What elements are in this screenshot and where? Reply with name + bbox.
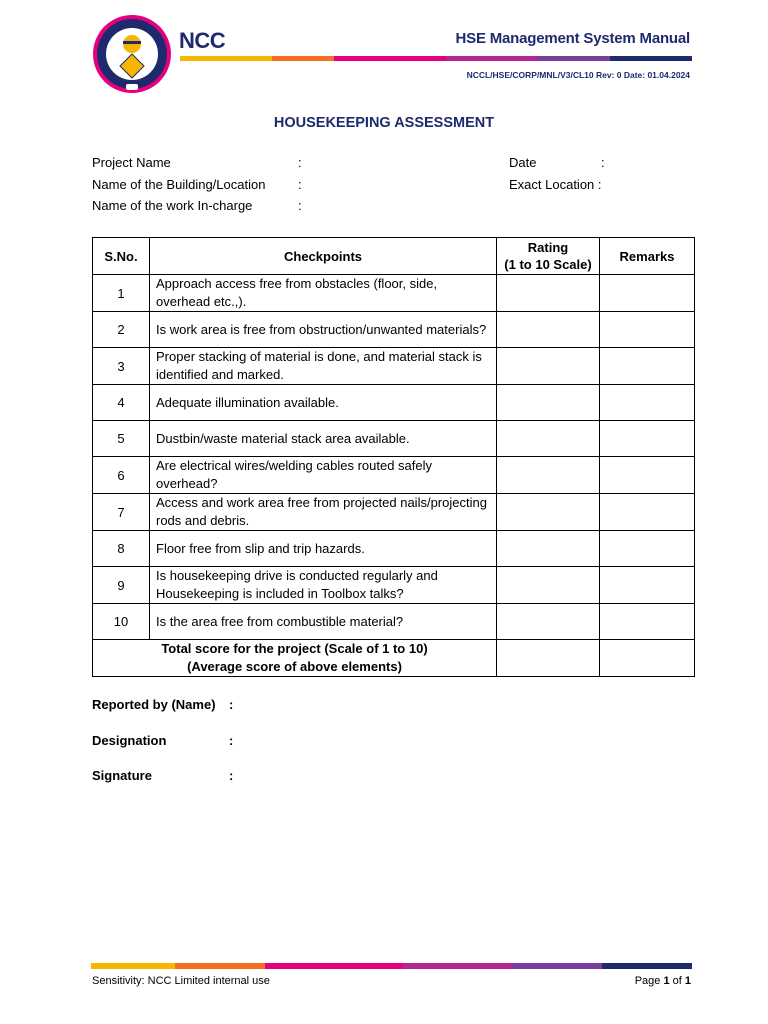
table-row <box>93 385 695 421</box>
footer-color-bar <box>91 963 692 969</box>
row-remarks-cell[interactable] <box>600 275 695 312</box>
page-current: 1 <box>663 975 670 987</box>
row-sno: 4 <box>93 385 150 421</box>
colon: : <box>298 198 302 213</box>
table-row <box>93 312 695 348</box>
page-of: of <box>669 975 685 987</box>
row-sno: 10 <box>93 604 150 640</box>
row-rating-cell[interactable] <box>497 275 600 312</box>
sno-header: S.No. <box>93 238 150 275</box>
table-row <box>93 457 695 494</box>
designation-label: Designation <box>92 733 167 748</box>
page-header <box>0 0 768 100</box>
row-checkpoint: Floor free from slip and trip hazards. <box>150 531 497 567</box>
total-score-label <box>93 640 497 677</box>
colon: : <box>298 155 302 170</box>
project-name-label: Project Name <box>92 155 171 170</box>
row-sno: 7 <box>93 494 150 531</box>
page-prefix: Page <box>634 975 664 987</box>
total-score-line2: (Average score of above elements) <box>187 659 402 674</box>
colon: : <box>601 155 605 170</box>
row-rating-cell[interactable] <box>497 567 600 604</box>
row-checkpoint: Is work area is free from obstruction/unwanted materials? <box>150 312 497 348</box>
row-sno: 9 <box>93 567 150 604</box>
row-sno: 8 <box>93 531 150 567</box>
table-row <box>93 421 695 457</box>
remarks-header: Remarks <box>600 238 695 275</box>
table-row <box>93 567 695 604</box>
row-checkpoint: Is the area free from combustible material? <box>150 604 497 640</box>
total-score-line1: Total score for the project (Scale of 1 to 10) <box>161 641 428 656</box>
row-remarks-cell[interactable] <box>600 531 695 567</box>
table-row <box>93 494 695 531</box>
rating-header-line1: Rating <box>527 240 569 255</box>
ncc-brand-logo: NCC <box>179 28 226 53</box>
signature-label: Signature <box>92 768 152 783</box>
row-rating-cell[interactable] <box>497 457 600 494</box>
row-checkpoint: Proper stacking of material is done, and material stack is identified and marked. <box>150 348 497 385</box>
document-title: HOUSEKEEPING ASSESSMENT <box>273 115 495 131</box>
date-label: Date <box>509 155 537 170</box>
exact-location-label: Exact Location : <box>509 177 602 192</box>
table-header-row <box>93 238 695 275</box>
manual-title: HSE Management System Manual <box>455 30 690 47</box>
colon: : <box>229 697 234 712</box>
document-reference: NCCL/HSE/CORP/MNL/V3/CL10 Rev: 0 Date: 01.04.2024 <box>466 70 690 80</box>
row-sno: 6 <box>93 457 150 494</box>
colon: : <box>229 768 234 783</box>
row-rating-cell[interactable] <box>497 385 600 421</box>
row-remarks-cell[interactable] <box>600 348 695 385</box>
work-incharge-label: Name of the work In-charge <box>92 198 253 213</box>
row-sno: 1 <box>93 275 150 312</box>
header-color-bar <box>180 56 692 61</box>
row-rating-cell[interactable] <box>497 421 600 457</box>
row-remarks-cell[interactable] <box>600 494 695 531</box>
row-checkpoint: Is housekeeping drive is conducted regularly and Housekeeping is included in Toolbox talks? <box>150 567 497 604</box>
row-checkpoint: Dustbin/waste material stack area available. <box>150 421 497 457</box>
checkpoints-header: Checkpoints <box>150 238 497 275</box>
table-row <box>93 604 695 640</box>
row-remarks-cell[interactable] <box>600 421 695 457</box>
row-rating-cell[interactable] <box>497 604 600 640</box>
row-remarks-cell[interactable] <box>600 567 695 604</box>
row-remarks-cell[interactable] <box>600 385 695 421</box>
row-rating-cell[interactable] <box>497 494 600 531</box>
page-total: 1 <box>684 975 691 987</box>
colon: : <box>298 177 302 192</box>
colon: : <box>229 733 234 748</box>
checkpoints-table <box>92 237 695 677</box>
row-remarks-cell[interactable] <box>600 312 695 348</box>
rating-header <box>497 238 600 275</box>
reported-by-label: Reported by (Name) <box>92 697 216 712</box>
row-checkpoint: Approach access free from obstacles (floor, side, overhead etc.,). <box>150 275 497 312</box>
page-number <box>635 975 691 987</box>
ncc-safety-seal-logo <box>92 14 172 94</box>
table-row <box>93 275 695 312</box>
table-row <box>93 348 695 385</box>
row-remarks-cell[interactable] <box>600 604 695 640</box>
row-rating-cell[interactable] <box>497 531 600 567</box>
row-checkpoint: Adequate illumination available. <box>150 385 497 421</box>
row-rating-cell[interactable] <box>497 312 600 348</box>
total-score-row <box>93 640 695 677</box>
table-row <box>93 531 695 567</box>
rating-header-line2: (1 to 10 Scale) <box>504 257 592 272</box>
row-sno: 3 <box>93 348 150 385</box>
row-checkpoint: Access and work area free from projected nails/projecting rods and debris. <box>150 494 497 531</box>
row-sno: 5 <box>93 421 150 457</box>
building-location-label: Name of the Building/Location <box>92 177 266 192</box>
sensitivity-label: Sensitivity: NCC Limited internal use <box>92 975 270 987</box>
row-remarks-cell[interactable] <box>600 457 695 494</box>
total-rating-cell[interactable] <box>497 640 600 677</box>
row-checkpoint: Are electrical wires/welding cables routed safely overhead? <box>150 457 497 494</box>
row-sno: 2 <box>93 312 150 348</box>
total-remarks-cell[interactable] <box>600 640 695 677</box>
row-rating-cell[interactable] <box>497 348 600 385</box>
